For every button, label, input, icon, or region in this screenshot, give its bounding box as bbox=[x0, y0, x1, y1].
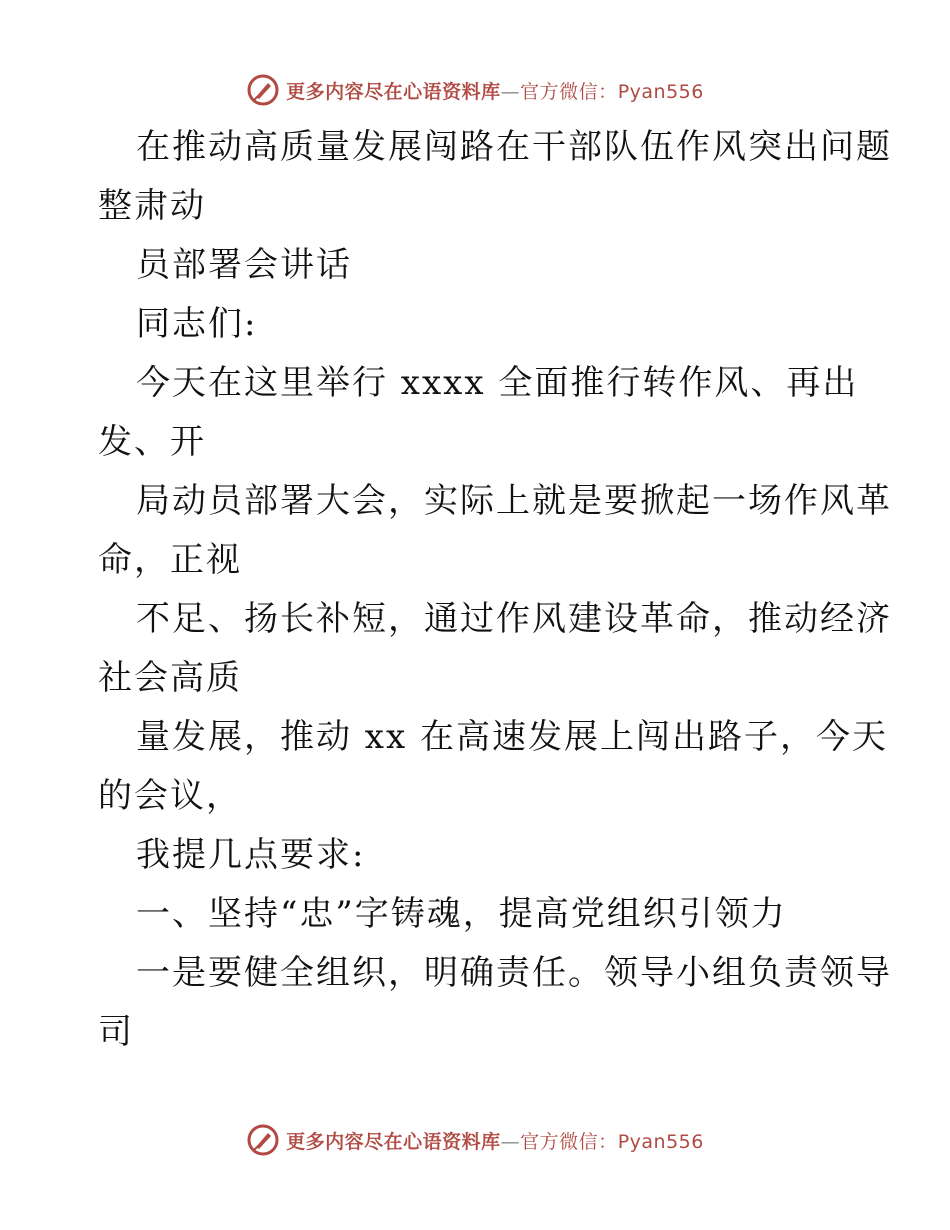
document-line: 量发展，推动 xx 在高速发展上闯出路子，今天 bbox=[136, 717, 888, 757]
quill-logo-icon bbox=[246, 1123, 280, 1157]
watermark-text bbox=[286, 1127, 704, 1154]
document-line: 员部署会讲话 bbox=[136, 245, 352, 285]
watermark-dash: — bbox=[500, 80, 521, 103]
watermark-group bbox=[246, 1123, 704, 1157]
watermark-dash: — bbox=[500, 1130, 521, 1153]
document-line: 一、坚持“忠”字铸魂，提高党组织引领力 bbox=[136, 894, 787, 934]
document-line: 的会议， bbox=[98, 776, 242, 816]
document-body bbox=[98, 118, 892, 1062]
document-line: 司 bbox=[98, 1012, 134, 1052]
document-line: 同志们: bbox=[136, 304, 258, 344]
watermark-text bbox=[286, 77, 704, 104]
watermark-main-text: 更多内容尽在心语资料库 bbox=[286, 1130, 501, 1153]
quill-logo-icon bbox=[246, 73, 280, 107]
document-line: 整肃动 bbox=[98, 186, 206, 226]
document-line: 一是要健全组织，明确责任。领导小组负责领导 bbox=[136, 953, 892, 993]
watermark-main-text: 更多内容尽在心语资料库 bbox=[286, 80, 501, 103]
document-line: 在推动高质量发展闯路在干部队伍作风突出问题 bbox=[136, 127, 892, 167]
watermark-wechat-label: 官方微信： bbox=[520, 80, 618, 103]
header-watermark bbox=[0, 70, 950, 110]
document-line: 局动员部署大会，实际上就是要掀起一场作风革 bbox=[136, 481, 892, 521]
watermark-group bbox=[246, 73, 704, 107]
document-line: 社会高质 bbox=[98, 658, 242, 698]
watermark-wechat-label: 官方微信： bbox=[520, 1130, 618, 1153]
document-line: 今天在这里举行 xxxx 全面推行转作风、再出 bbox=[136, 363, 859, 403]
footer-watermark bbox=[0, 1120, 950, 1160]
watermark-handle: Pyan556 bbox=[617, 80, 704, 103]
document-line: 发、开 bbox=[98, 422, 206, 462]
document-line: 我提几点要求: bbox=[136, 835, 366, 875]
document-line: 命，正视 bbox=[98, 540, 242, 580]
document-line: 不足、扬长补短，通过作风建设革命，推动经济 bbox=[136, 599, 892, 639]
watermark-handle: Pyan556 bbox=[617, 1130, 704, 1153]
